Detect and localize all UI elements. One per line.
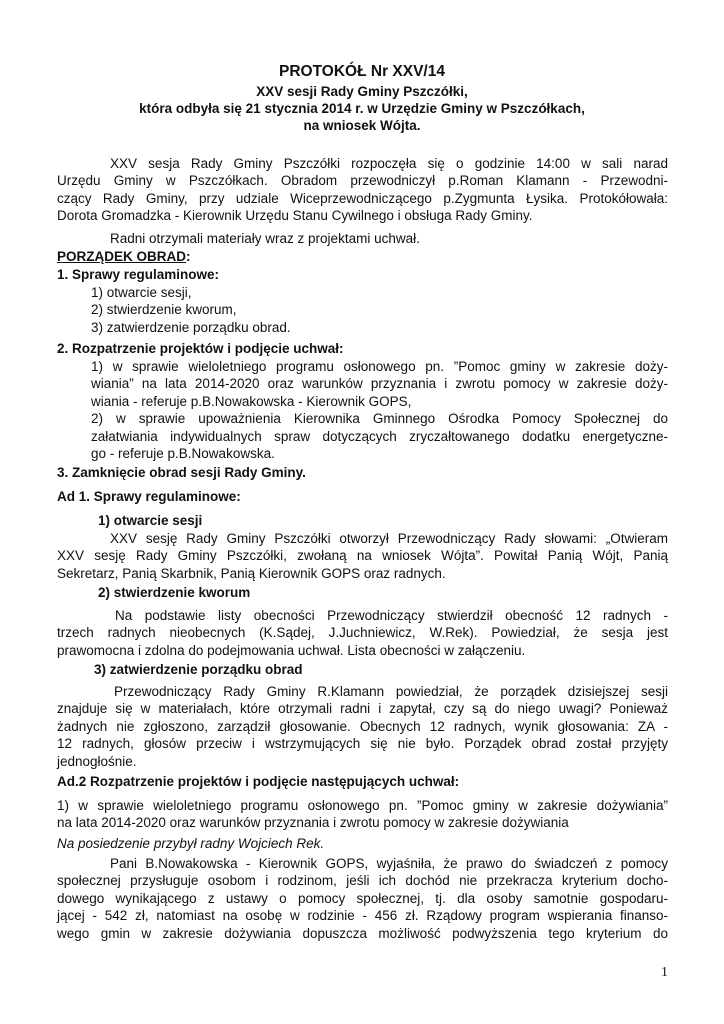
protocol-title: PROTOKÓŁ Nr XXV/14 — [279, 63, 445, 80]
agenda-item-3-title: 3. Zamknięcie obrad sesji Rady Gminy. — [57, 465, 306, 480]
ad1-agenda-approval-text — [57, 683, 668, 770]
agenda-item-2-list — [91, 358, 668, 462]
ad2-para-line: wego gmin w zakresie dożywiania dopuszcza możliwość podwyższenia tego kryterium do — [57, 925, 668, 941]
agenda-item-2-line: go - referuje p.B.Nowakowska. — [91, 446, 275, 462]
ad1-s1-line: Sekretarz, Panią Skarbnik, Panią Kierownik GOPS oraz radnych. — [57, 565, 446, 581]
ad1-s3-line: jednogłośnie. — [57, 753, 137, 769]
agenda-heading-text: PORZĄDEK OBRAD — [57, 249, 187, 264]
agenda-item-1-title: 1. Sprawy regulaminowe: — [57, 267, 220, 282]
intro-paragraph — [57, 155, 668, 225]
agenda-item-2-title: 2. Rozpatrzenie projektów i podjęcie uchwał: — [57, 341, 344, 356]
ad2-line: 1) w sprawie wieloletniego programu osłonowego pn. ”Pomoc gminy w zakresie dożywiania” — [57, 798, 668, 813]
materials-note: Radni otrzymali materiały wraz z projektami uchwał. — [110, 231, 420, 246]
ad1-s2-line: trzech radnych nieobecnych (K.Sądej, J.Juchniewicz, W.Rek). Powiedział, że sesja jest — [57, 625, 668, 641]
ad1-quorum-title: 2) stwierdzenie kworum — [98, 585, 251, 600]
session-subtitle: XXV sesji Rady Gminy Pszczółki, — [256, 84, 468, 99]
intro-line: Dorota Gromadzka - Kierownik Urzędu Stanu Cywilnego i obsługa Rady Gminy. — [57, 208, 533, 224]
ad2-para-line: jącej - 542 zł, natomiast na osobę w rodzinie - 456 zł. Rządowy program wspierania finanso- — [57, 908, 668, 924]
agenda-subitem: 1) otwarcie sesji, — [91, 285, 192, 300]
ad1-s3-line: 12 radnych, głosów przeciw i wstrzymujących się nie było. Porządek obrad został przyjęty — [57, 736, 668, 752]
ad1-s2-line: Na podstawie listy obecności Przewodniczący stwierdził obecność 12 radnych - — [115, 608, 668, 623]
session-request-line: na wniosek Wójta. — [303, 118, 421, 133]
ad1-s1-line: XXV sesję Rady Gminy Pszczółki otworzył Przewodniczący Rady słowami: „Otwieram — [110, 531, 668, 546]
ad2-line: na lata 2014-2020 oraz warunków przyznania i zwrotu pomocy w zakresie dożywiania — [57, 815, 569, 831]
agenda-item-2-line: wiania” na lata 2014-2020 oraz warunków przyznania i zwrotu pomocy w zakresie doży- — [91, 376, 668, 392]
ad1-open-session-title: 1) otwarcie sesji — [98, 513, 203, 528]
agenda-item-2-line: wiania - referuje p.B.Nowakowska - Kierownik GOPS, — [91, 393, 412, 409]
ad2-para-line: społecznej przysługuje osobom i rodzinom, jeśli ich dochód nie przekracza kryterium docho- — [57, 873, 668, 889]
agenda-item-1-list — [91, 284, 291, 336]
ad1-open-session-text — [57, 530, 668, 582]
agenda-item-2-line: 1) w sprawie wieloletniego programu osłonowego pn. ”Pomoc gminy w zakresie doży- — [91, 359, 668, 374]
agenda-heading — [57, 248, 191, 265]
ad2-heading: Ad.2 Rozpatrzenie projektów i podjęcie następujących uchwał: — [57, 774, 460, 789]
ad1-heading: Ad 1. Sprawy regulaminowe: — [57, 489, 241, 504]
ad1-s3-line: żadnych nie zgłoszono, zarządził głosowanie. Obecnych 12 radnych, wynik głosowania: ZA - — [57, 718, 668, 734]
ad2-explanation-paragraph — [57, 855, 668, 942]
ad1-quorum-text — [57, 607, 668, 659]
agenda-item-2-line: 2) w sprawie upoważnienia Kierownika Gminnego Ośrodka Pomocy Społecznej do — [91, 411, 668, 427]
ad2-arrival-note: Na posiedzenie przybył radny Wojciech Rek. — [57, 836, 325, 851]
agenda-subitem: 3) zatwierdzenie porządku obrad. — [91, 319, 291, 335]
ad2-resolution-1 — [57, 797, 668, 832]
ad1-agenda-approval-title: 3) zatwierdzenie porządku obrad — [94, 662, 303, 677]
page-number: 1 — [661, 965, 668, 980]
ad1-s2-line: prawomocna i zdolna do podejmowania uchwał. Lista obecności w załączeniu. — [57, 642, 526, 658]
intro-line: czący Rady Gminy, przy udziale Wiceprzewodniczącego p.Zygmunta Łysika. Protokółowała: — [57, 190, 668, 206]
intro-line: Urzędu Gminy w Pszczółkach. Obradom przewodniczył p.Roman Klamann - Przewodni- — [57, 173, 668, 189]
ad2-para-line: dowego wynikającego z ustawy o pomocy społecznej, tj. dla osoby samotnie gospodaru- — [57, 890, 668, 906]
agenda-subitem: 2) stwierdzenie kworum, — [91, 302, 237, 318]
agenda-heading-colon: : — [186, 249, 191, 264]
intro-line: XXV sesja Rady Gminy Pszczółki rozpoczęła się o godzinie 14:00 w sali narad — [110, 156, 668, 171]
ad1-s3-line: znajduje się w materiałach, które otrzymali radni i zapytał, czy są do niego uwagi? Ponieważ — [57, 701, 668, 717]
ad1-s3-line: Przewodniczący Rady Gminy R.Klamann powiedział, że porządek dzisiejszej sesji — [114, 684, 668, 699]
session-date-line: która odbyła się 21 stycznia 2014 r. w Urzędzie Gminy w Pszczółkach, — [139, 101, 585, 116]
ad1-s1-line: XXV sesję Rady Gminy Pszczółki, zwołaną na wniosek Wójta”. Powitał Panią Wójt, Panią — [57, 548, 668, 564]
agenda-item-2-line: załatwiania indywidualnych spraw dotyczących zryczałtowanego dodatku energetyczne- — [91, 428, 668, 444]
ad2-para-line: Pani B.Nowakowska - Kierownik GOPS, wyjaśniła, że prawo do świadczeń z pomocy — [110, 856, 668, 871]
